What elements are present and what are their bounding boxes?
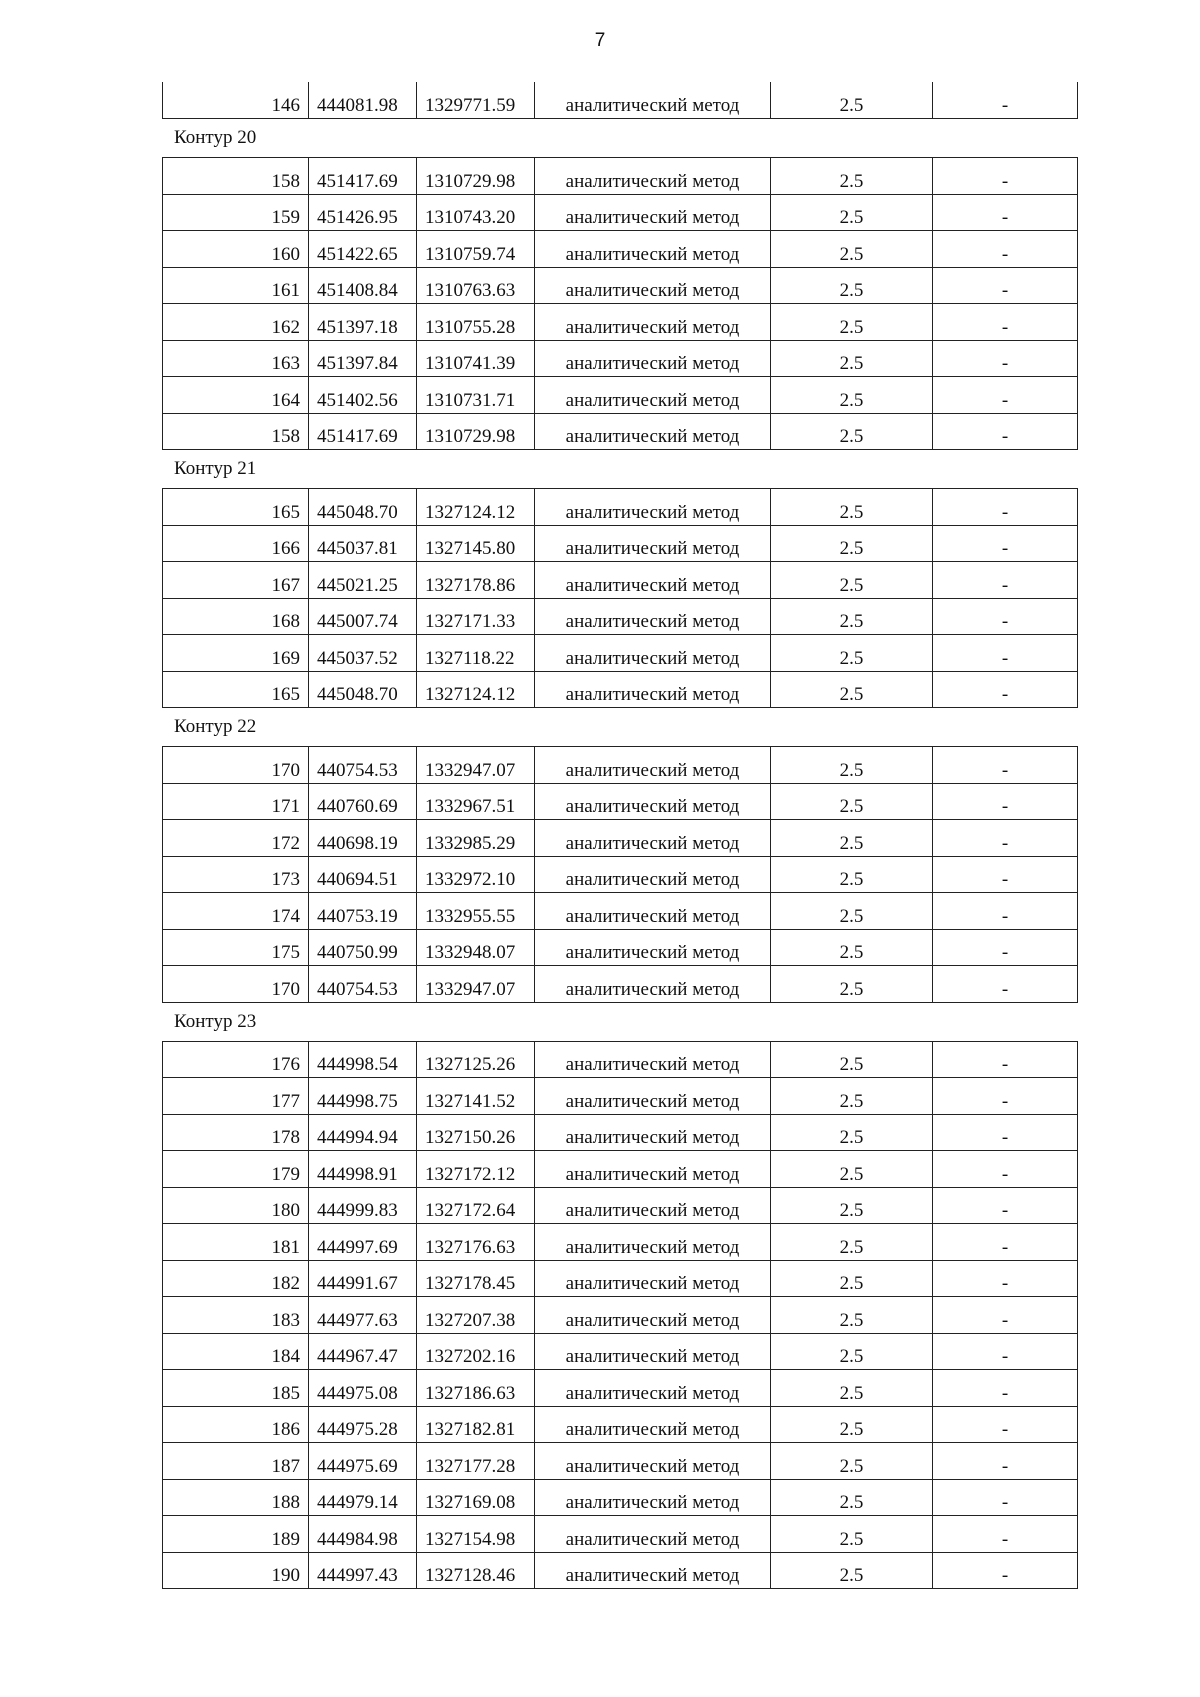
accuracy-cell: 2.5 xyxy=(771,194,933,231)
point-number-cell: 178 xyxy=(163,1114,309,1151)
point-number-cell: 183 xyxy=(163,1297,309,1334)
description-cell: - xyxy=(933,893,1078,930)
description-cell: - xyxy=(933,1041,1078,1078)
method-cell: аналитический метод xyxy=(535,1370,771,1407)
point-number-cell: 179 xyxy=(163,1151,309,1188)
description-cell: - xyxy=(933,1443,1078,1480)
x-coordinate-cell: 440754.53 xyxy=(309,966,417,1003)
description-cell: - xyxy=(933,671,1078,708)
page-number: 7 xyxy=(594,30,606,51)
x-coordinate-cell: 444984.98 xyxy=(309,1516,417,1553)
table-row xyxy=(163,635,1078,672)
y-coordinate-cell: 1327177.28 xyxy=(417,1443,535,1480)
coordinates-document xyxy=(162,82,1077,1589)
y-coordinate-cell: 1310729.98 xyxy=(417,158,535,195)
table-row xyxy=(163,671,1078,708)
method-cell: аналитический метод xyxy=(535,562,771,599)
description-cell: - xyxy=(933,1114,1078,1151)
coordinates-table xyxy=(162,488,1078,708)
accuracy-cell: 2.5 xyxy=(771,525,933,562)
method-cell: аналитический метод xyxy=(535,377,771,414)
y-coordinate-cell: 1327169.08 xyxy=(417,1479,535,1516)
description-cell: - xyxy=(933,966,1078,1003)
accuracy-cell: 2.5 xyxy=(771,1516,933,1553)
y-coordinate-cell: 1327178.86 xyxy=(417,562,535,599)
point-number-cell: 180 xyxy=(163,1187,309,1224)
table-row xyxy=(163,1297,1078,1334)
table-row xyxy=(163,489,1078,526)
table-row xyxy=(163,1187,1078,1224)
x-coordinate-cell: 444997.43 xyxy=(309,1552,417,1589)
point-number-cell: 164 xyxy=(163,377,309,414)
point-number-cell: 169 xyxy=(163,635,309,672)
method-cell: аналитический метод xyxy=(535,1187,771,1224)
y-coordinate-cell: 1310759.74 xyxy=(417,231,535,268)
point-number-cell: 173 xyxy=(163,856,309,893)
y-coordinate-cell: 1332955.55 xyxy=(417,893,535,930)
table-row xyxy=(163,158,1078,195)
table-row xyxy=(163,1516,1078,1553)
y-coordinate-cell: 1327172.12 xyxy=(417,1151,535,1188)
x-coordinate-cell: 440750.99 xyxy=(309,929,417,966)
x-coordinate-cell: 444997.69 xyxy=(309,1224,417,1261)
method-cell: аналитический метод xyxy=(535,1333,771,1370)
point-number-cell: 158 xyxy=(163,413,309,450)
method-cell: аналитический метод xyxy=(535,413,771,450)
point-number-cell: 161 xyxy=(163,267,309,304)
description-cell: - xyxy=(933,194,1078,231)
point-number-cell: 166 xyxy=(163,525,309,562)
accuracy-cell: 2.5 xyxy=(771,1479,933,1516)
y-coordinate-cell: 1332967.51 xyxy=(417,783,535,820)
description-cell: - xyxy=(933,783,1078,820)
point-number-cell: 170 xyxy=(163,747,309,784)
y-coordinate-cell: 1327145.80 xyxy=(417,525,535,562)
contour-label: Контур 21 xyxy=(174,458,257,479)
description-cell: - xyxy=(933,820,1078,857)
method-cell: аналитический метод xyxy=(535,783,771,820)
x-coordinate-cell: 451402.56 xyxy=(309,377,417,414)
y-coordinate-cell: 1332972.10 xyxy=(417,856,535,893)
description-cell: - xyxy=(933,1406,1078,1443)
method-cell: аналитический метод xyxy=(535,1443,771,1480)
x-coordinate-cell: 451417.69 xyxy=(309,413,417,450)
description-cell: - xyxy=(933,231,1078,268)
x-coordinate-cell: 444994.94 xyxy=(309,1114,417,1151)
accuracy-cell: 2.5 xyxy=(771,747,933,784)
accuracy-cell: 2.5 xyxy=(771,304,933,341)
description-cell: - xyxy=(933,1078,1078,1115)
method-cell: аналитический метод xyxy=(535,1114,771,1151)
y-coordinate-cell: 1327150.26 xyxy=(417,1114,535,1151)
x-coordinate-cell: 440754.53 xyxy=(309,747,417,784)
description-cell: - xyxy=(933,598,1078,635)
method-cell: аналитический метод xyxy=(535,194,771,231)
accuracy-cell: 2.5 xyxy=(771,267,933,304)
point-number-cell: 182 xyxy=(163,1260,309,1297)
table-row xyxy=(163,413,1078,450)
point-number-cell: 172 xyxy=(163,820,309,857)
point-number-cell: 165 xyxy=(163,489,309,526)
method-cell: аналитический метод xyxy=(535,1516,771,1553)
accuracy-cell: 2.5 xyxy=(771,489,933,526)
accuracy-cell: 2.5 xyxy=(771,1260,933,1297)
coordinates-table xyxy=(162,82,1078,119)
x-coordinate-cell: 445007.74 xyxy=(309,598,417,635)
y-coordinate-cell: 1332985.29 xyxy=(417,820,535,857)
method-cell: аналитический метод xyxy=(535,267,771,304)
accuracy-cell: 2.5 xyxy=(771,231,933,268)
method-cell: аналитический метод xyxy=(535,1151,771,1188)
method-cell: аналитический метод xyxy=(535,966,771,1003)
description-cell: - xyxy=(933,1516,1078,1553)
description-cell: - xyxy=(933,413,1078,450)
table-row xyxy=(163,525,1078,562)
accuracy-cell: 2.5 xyxy=(771,1370,933,1407)
accuracy-cell: 2.5 xyxy=(771,1297,933,1334)
point-number-cell: 158 xyxy=(163,158,309,195)
accuracy-cell: 2.5 xyxy=(771,598,933,635)
point-number-cell: 181 xyxy=(163,1224,309,1261)
accuracy-cell: 2.5 xyxy=(771,82,933,119)
description-cell: - xyxy=(933,856,1078,893)
accuracy-cell: 2.5 xyxy=(771,1443,933,1480)
description-cell: - xyxy=(933,340,1078,377)
description-cell: - xyxy=(933,1297,1078,1334)
accuracy-cell: 2.5 xyxy=(771,413,933,450)
table-row xyxy=(163,783,1078,820)
y-coordinate-cell: 1310755.28 xyxy=(417,304,535,341)
description-cell: - xyxy=(933,82,1078,119)
description-cell: - xyxy=(933,1260,1078,1297)
coordinates-table xyxy=(162,1041,1078,1590)
y-coordinate-cell: 1329771.59 xyxy=(417,82,535,119)
description-cell: - xyxy=(933,562,1078,599)
accuracy-cell: 2.5 xyxy=(771,340,933,377)
description-cell: - xyxy=(933,747,1078,784)
method-cell: аналитический метод xyxy=(535,671,771,708)
x-coordinate-cell: 451426.95 xyxy=(309,194,417,231)
point-number-cell: 162 xyxy=(163,304,309,341)
table-row xyxy=(163,1443,1078,1480)
table-row xyxy=(163,893,1078,930)
point-number-cell: 168 xyxy=(163,598,309,635)
point-number-cell: 167 xyxy=(163,562,309,599)
method-cell: аналитический метод xyxy=(535,820,771,857)
point-number-cell: 175 xyxy=(163,929,309,966)
y-coordinate-cell: 1327141.52 xyxy=(417,1078,535,1115)
description-cell: - xyxy=(933,1479,1078,1516)
x-coordinate-cell: 445021.25 xyxy=(309,562,417,599)
x-coordinate-cell: 451397.84 xyxy=(309,340,417,377)
description-cell: - xyxy=(933,377,1078,414)
y-coordinate-cell: 1332948.07 xyxy=(417,929,535,966)
description-cell: - xyxy=(933,1333,1078,1370)
description-cell: - xyxy=(933,1370,1078,1407)
y-coordinate-cell: 1327128.46 xyxy=(417,1552,535,1589)
y-coordinate-cell: 1327182.81 xyxy=(417,1406,535,1443)
x-coordinate-cell: 444991.67 xyxy=(309,1260,417,1297)
x-coordinate-cell: 451397.18 xyxy=(309,304,417,341)
method-cell: аналитический метод xyxy=(535,1479,771,1516)
table-row xyxy=(163,1224,1078,1261)
x-coordinate-cell: 440753.19 xyxy=(309,893,417,930)
table-row xyxy=(163,1406,1078,1443)
description-cell: - xyxy=(933,1187,1078,1224)
table-row xyxy=(163,747,1078,784)
point-number-cell: 177 xyxy=(163,1078,309,1115)
table-row xyxy=(163,966,1078,1003)
y-coordinate-cell: 1327125.26 xyxy=(417,1041,535,1078)
x-coordinate-cell: 444999.83 xyxy=(309,1187,417,1224)
y-coordinate-cell: 1327172.64 xyxy=(417,1187,535,1224)
point-number-cell: 189 xyxy=(163,1516,309,1553)
table-row xyxy=(163,1552,1078,1589)
contour-label: Контур 23 xyxy=(174,1010,257,1032)
method-cell: аналитический метод xyxy=(535,598,771,635)
point-number-cell: 174 xyxy=(163,893,309,930)
point-number-cell: 159 xyxy=(163,194,309,231)
accuracy-cell: 2.5 xyxy=(771,377,933,414)
table-row xyxy=(163,1370,1078,1407)
accuracy-cell: 2.5 xyxy=(771,1406,933,1443)
x-coordinate-cell: 451422.65 xyxy=(309,231,417,268)
accuracy-cell: 2.5 xyxy=(771,820,933,857)
table-row xyxy=(163,1078,1078,1115)
table-row xyxy=(163,304,1078,341)
y-coordinate-cell: 1327154.98 xyxy=(417,1516,535,1553)
point-number-cell: 190 xyxy=(163,1552,309,1589)
description-cell: - xyxy=(933,635,1078,672)
description-cell: - xyxy=(933,1151,1078,1188)
point-number-cell: 165 xyxy=(163,671,309,708)
table-row xyxy=(163,929,1078,966)
method-cell: аналитический метод xyxy=(535,82,771,119)
x-coordinate-cell: 440698.19 xyxy=(309,820,417,857)
table-row xyxy=(163,562,1078,599)
method-cell: аналитический метод xyxy=(535,231,771,268)
point-number-cell: 185 xyxy=(163,1370,309,1407)
y-coordinate-cell: 1327124.12 xyxy=(417,489,535,526)
description-cell: - xyxy=(933,1552,1078,1589)
method-cell: аналитический метод xyxy=(535,489,771,526)
x-coordinate-cell: 445037.81 xyxy=(309,525,417,562)
table-row xyxy=(163,1041,1078,1078)
method-cell: аналитический метод xyxy=(535,929,771,966)
y-coordinate-cell: 1310763.63 xyxy=(417,267,535,304)
method-cell: аналитический метод xyxy=(535,340,771,377)
y-coordinate-cell: 1310729.98 xyxy=(417,413,535,450)
contour-label: Контур 22 xyxy=(174,716,257,737)
point-number-cell: 163 xyxy=(163,340,309,377)
method-cell: аналитический метод xyxy=(535,304,771,341)
x-coordinate-cell: 445048.70 xyxy=(309,671,417,708)
y-coordinate-cell: 1327118.22 xyxy=(417,635,535,672)
x-coordinate-cell: 444967.47 xyxy=(309,1333,417,1370)
method-cell: аналитический метод xyxy=(535,635,771,672)
table-row xyxy=(163,1479,1078,1516)
table-row xyxy=(163,267,1078,304)
x-coordinate-cell: 444998.54 xyxy=(309,1041,417,1078)
accuracy-cell: 2.5 xyxy=(771,1078,933,1115)
y-coordinate-cell: 1327186.63 xyxy=(417,1370,535,1407)
x-coordinate-cell: 451417.69 xyxy=(309,158,417,195)
description-cell: - xyxy=(933,267,1078,304)
method-cell: аналитический метод xyxy=(535,747,771,784)
point-number-cell: 187 xyxy=(163,1443,309,1480)
x-coordinate-cell: 451408.84 xyxy=(309,267,417,304)
x-coordinate-cell: 445048.70 xyxy=(309,489,417,526)
x-coordinate-cell: 440694.51 xyxy=(309,856,417,893)
description-cell: - xyxy=(933,304,1078,341)
y-coordinate-cell: 1327178.45 xyxy=(417,1260,535,1297)
table-row xyxy=(163,820,1078,857)
y-coordinate-cell: 1327176.63 xyxy=(417,1224,535,1261)
accuracy-cell: 2.5 xyxy=(771,635,933,672)
method-cell: аналитический метод xyxy=(535,856,771,893)
point-number-cell: 184 xyxy=(163,1333,309,1370)
table-row xyxy=(163,194,1078,231)
method-cell: аналитический метод xyxy=(535,1406,771,1443)
y-coordinate-cell: 1327202.16 xyxy=(417,1333,535,1370)
accuracy-cell: 2.5 xyxy=(771,1151,933,1188)
y-coordinate-cell: 1310731.71 xyxy=(417,377,535,414)
accuracy-cell: 2.5 xyxy=(771,783,933,820)
y-coordinate-cell: 1327124.12 xyxy=(417,671,535,708)
point-number-cell: 186 xyxy=(163,1406,309,1443)
table-row xyxy=(163,1114,1078,1151)
x-coordinate-cell: 444081.98 xyxy=(309,82,417,119)
point-number-cell: 146 xyxy=(163,82,309,119)
accuracy-cell: 2.5 xyxy=(771,1041,933,1078)
accuracy-cell: 2.5 xyxy=(771,562,933,599)
accuracy-cell: 2.5 xyxy=(771,158,933,195)
accuracy-cell: 2.5 xyxy=(771,1224,933,1261)
x-coordinate-cell: 444975.08 xyxy=(309,1370,417,1407)
y-coordinate-cell: 1310743.20 xyxy=(417,194,535,231)
description-cell: - xyxy=(933,525,1078,562)
table-row xyxy=(163,377,1078,414)
y-coordinate-cell: 1327207.38 xyxy=(417,1297,535,1334)
method-cell: аналитический метод xyxy=(535,525,771,562)
method-cell: аналитический метод xyxy=(535,1297,771,1334)
x-coordinate-cell: 444998.91 xyxy=(309,1151,417,1188)
description-cell: - xyxy=(933,929,1078,966)
table-row xyxy=(163,340,1078,377)
method-cell: аналитический метод xyxy=(535,1078,771,1115)
x-coordinate-cell: 444975.69 xyxy=(309,1443,417,1480)
accuracy-cell: 2.5 xyxy=(771,1552,933,1589)
description-cell: - xyxy=(933,1224,1078,1261)
table-row xyxy=(163,231,1078,268)
x-coordinate-cell: 444975.28 xyxy=(309,1406,417,1443)
method-cell: аналитический метод xyxy=(535,1260,771,1297)
accuracy-cell: 2.5 xyxy=(771,856,933,893)
y-coordinate-cell: 1327171.33 xyxy=(417,598,535,635)
accuracy-cell: 2.5 xyxy=(771,929,933,966)
method-cell: аналитический метод xyxy=(535,893,771,930)
point-number-cell: 188 xyxy=(163,1479,309,1516)
coordinates-table xyxy=(162,157,1078,450)
x-coordinate-cell: 440760.69 xyxy=(309,783,417,820)
point-number-cell: 170 xyxy=(163,966,309,1003)
table-row xyxy=(163,598,1078,635)
accuracy-cell: 2.5 xyxy=(771,1114,933,1151)
x-coordinate-cell: 444979.14 xyxy=(309,1479,417,1516)
y-coordinate-cell: 1310741.39 xyxy=(417,340,535,377)
point-number-cell: 171 xyxy=(163,783,309,820)
accuracy-cell: 2.5 xyxy=(771,966,933,1003)
x-coordinate-cell: 444998.75 xyxy=(309,1078,417,1115)
point-number-cell: 160 xyxy=(163,231,309,268)
table-row xyxy=(163,1151,1078,1188)
accuracy-cell: 2.5 xyxy=(771,893,933,930)
x-coordinate-cell: 445037.52 xyxy=(309,635,417,672)
table-row xyxy=(163,856,1078,893)
y-coordinate-cell: 1332947.07 xyxy=(417,747,535,784)
method-cell: аналитический метод xyxy=(535,1224,771,1261)
x-coordinate-cell: 444977.63 xyxy=(309,1297,417,1334)
method-cell: аналитический метод xyxy=(535,1552,771,1589)
y-coordinate-cell: 1332947.07 xyxy=(417,966,535,1003)
contour-label: Контур 20 xyxy=(174,127,257,148)
table-row xyxy=(163,1333,1078,1370)
point-number-cell: 176 xyxy=(163,1041,309,1078)
table-row xyxy=(163,1260,1078,1297)
method-cell: аналитический метод xyxy=(535,1041,771,1078)
method-cell: аналитический метод xyxy=(535,158,771,195)
description-cell: - xyxy=(933,489,1078,526)
description-cell: - xyxy=(933,158,1078,195)
coordinates-table xyxy=(162,746,1078,1003)
table-row xyxy=(163,82,1078,119)
accuracy-cell: 2.5 xyxy=(771,1333,933,1370)
accuracy-cell: 2.5 xyxy=(771,1187,933,1224)
accuracy-cell: 2.5 xyxy=(771,671,933,708)
